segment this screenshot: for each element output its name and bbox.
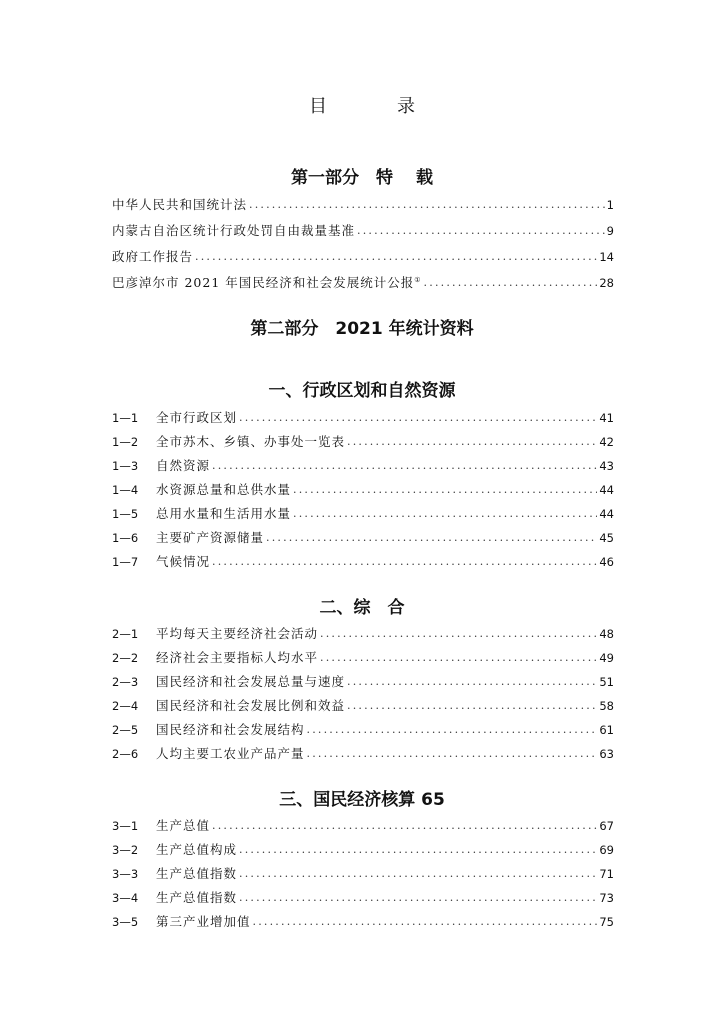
entry-number: 2—4 [112, 699, 139, 713]
entry-label: 全市苏木、乡镇、办事处一览表 [156, 434, 346, 449]
dot-leader [320, 625, 597, 643]
section-heading: 一、行政区划和自然资源 [268, 381, 456, 401]
entry-number: 3—1 [112, 819, 139, 833]
dot-leader [195, 248, 597, 266]
entry-label [112, 271, 422, 292]
toc-entry[interactable] [112, 481, 614, 499]
toc-entry[interactable] [112, 913, 614, 931]
entry-label-text: 巴彦淖尔市 2021 年国民经济和社会发展统计公报 [112, 275, 415, 290]
entry-label: 自然资源 [156, 458, 211, 473]
toc-entry[interactable] [112, 222, 614, 240]
entry-page: 46 [599, 555, 614, 569]
entry-number: 1—1 [112, 411, 139, 425]
entry-page: 41 [599, 411, 614, 425]
dot-leader [239, 889, 597, 907]
dot-leader [293, 481, 597, 499]
entry-label: 水资源总量和总供水量 [156, 482, 292, 497]
toc-entry[interactable] [112, 721, 614, 739]
toc-entry[interactable] [112, 248, 614, 266]
part2-heading: 第二部分 2021 年统计资料 [250, 319, 474, 339]
toc-entry[interactable] [112, 745, 614, 763]
entry-number: 2—6 [112, 747, 139, 761]
toc-entry[interactable] [112, 697, 614, 715]
entry-page: 28 [599, 276, 614, 290]
entry-label: 人均主要工农业产品产量 [156, 746, 305, 761]
entry-label: 国民经济和社会发展比例和效益 [156, 698, 346, 713]
entry-page: 43 [599, 459, 614, 473]
entry-label: 第三产业增加值 [156, 914, 251, 929]
dot-leader [239, 865, 597, 883]
entry-label: 平均每天主要经济社会活动 [156, 626, 319, 641]
entry-page: 45 [599, 531, 614, 545]
dot-leader [253, 913, 598, 931]
entry-number: 3—4 [112, 891, 139, 905]
entry-page: 67 [599, 819, 614, 833]
entry-label: 全市行政区划 [156, 410, 238, 425]
entry-number: 1—3 [112, 459, 139, 473]
dot-leader [424, 274, 598, 292]
part1-heading: 第一部分 特 载 [291, 168, 433, 188]
dot-leader [307, 721, 598, 739]
toc-entry[interactable] [112, 433, 614, 451]
dot-leader [239, 409, 597, 427]
toc-entry[interactable] [112, 553, 614, 571]
toc-entry[interactable] [112, 196, 614, 214]
entry-number: 2—2 [112, 651, 139, 665]
toc-entry[interactable] [112, 529, 614, 547]
entry-page: 51 [599, 675, 614, 689]
dot-leader [212, 817, 597, 835]
dot-leader [293, 505, 597, 523]
toc-entry[interactable] [112, 274, 614, 292]
dot-leader [347, 433, 597, 451]
entry-page: 58 [599, 699, 614, 713]
entry-number: 1—6 [112, 531, 139, 545]
entry-page: 69 [599, 843, 614, 857]
entry-page: 9 [606, 224, 614, 238]
toc-entry[interactable] [112, 865, 614, 883]
entry-label: 中华人民共和国统计法 [112, 197, 248, 212]
entry-page: 1 [606, 198, 614, 212]
toc-entry[interactable] [112, 841, 614, 859]
entry-label: 总用水量和生活用水量 [156, 506, 292, 521]
section-heading: 二、综 合 [319, 598, 405, 618]
entry-number: 3—3 [112, 867, 139, 881]
entry-number: 1—7 [112, 555, 139, 569]
dot-leader [357, 222, 605, 240]
entry-number: 1—2 [112, 435, 139, 449]
entry-number: 2—1 [112, 627, 139, 641]
entry-label: 生产总值指数 [156, 890, 238, 905]
toc-entry[interactable] [112, 505, 614, 523]
dot-leader [320, 649, 597, 667]
entry-page: 14 [599, 250, 614, 264]
entry-label: 生产总值 [156, 818, 211, 833]
entry-page: 71 [599, 867, 614, 881]
toc-entry[interactable] [112, 817, 614, 835]
entry-page: 63 [599, 747, 614, 761]
entry-label: 政府工作报告 [112, 249, 194, 264]
toc-entry[interactable] [112, 889, 614, 907]
section-heading: 三、国民经济核算 65 [279, 790, 445, 810]
dot-leader [307, 745, 598, 763]
dot-leader [212, 457, 597, 475]
entry-page: 48 [599, 627, 614, 641]
dot-leader [266, 529, 597, 547]
entry-page: 44 [599, 507, 614, 521]
entry-label: 内蒙古自治区统计行政处罚自由裁量基准 [112, 223, 356, 238]
entry-number: 1—5 [112, 507, 139, 521]
entry-number: 2—3 [112, 675, 139, 689]
dot-leader [212, 553, 597, 571]
entry-number: 1—4 [112, 483, 139, 497]
entry-page: 75 [599, 915, 614, 929]
toc-entry[interactable] [112, 457, 614, 475]
toc-entry[interactable] [112, 625, 614, 643]
toc-entry[interactable] [112, 673, 614, 691]
entry-label: 生产总值指数 [156, 866, 238, 881]
dot-leader [347, 697, 597, 715]
entry-page: 49 [599, 651, 614, 665]
dot-leader [239, 841, 597, 859]
page-title: 目 录 [309, 96, 441, 117]
entry-label: 国民经济和社会发展结构 [156, 722, 305, 737]
entry-number: 3—5 [112, 915, 139, 929]
entry-label: 国民经济和社会发展总量与速度 [156, 674, 346, 689]
entry-label: 气候情况 [156, 554, 211, 569]
toc-entry[interactable] [112, 649, 614, 667]
entry-page: 42 [599, 435, 614, 449]
entry-label: 生产总值构成 [156, 842, 238, 857]
entry-page: 61 [599, 723, 614, 737]
dot-leader [249, 196, 605, 214]
entry-label: 主要矿产资源储量 [156, 530, 265, 545]
entry-page: 73 [599, 891, 614, 905]
entry-number: 3—2 [112, 843, 139, 857]
entry-number: 2—5 [112, 723, 139, 737]
entry-label: 经济社会主要指标人均水平 [156, 650, 319, 665]
entry-page: 44 [599, 483, 614, 497]
toc-entry[interactable] [112, 409, 614, 427]
dot-leader [347, 673, 597, 691]
footnote-marker: ① [414, 275, 422, 284]
